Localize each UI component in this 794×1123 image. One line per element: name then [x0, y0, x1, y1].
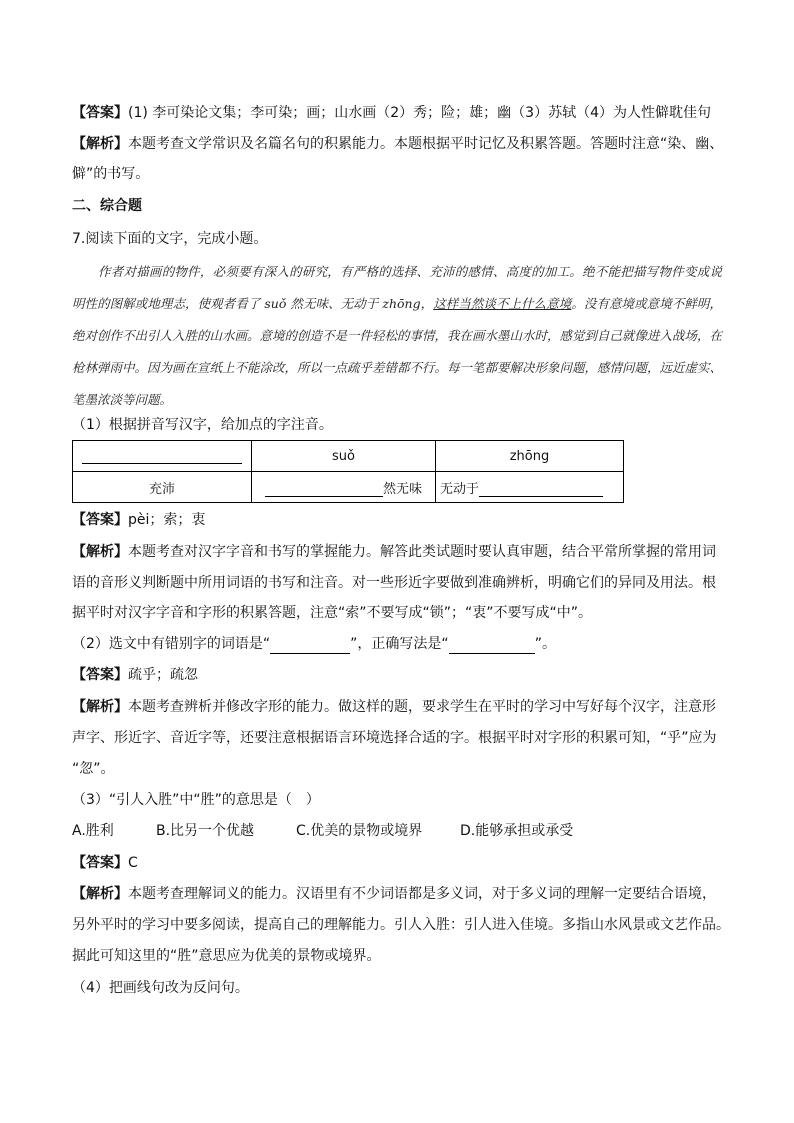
sub3-analysis-line3: 据此可知这里的“胜”意思应为优美的景物或境界。: [72, 948, 381, 964]
analysis-tag: 【解析】: [72, 544, 128, 560]
sub3-analysis-line1: [72, 884, 722, 904]
sub1-analysis-line2: 语的音形义判断题中所用词语的书写和注音。对一些形近字要做到准确辨析，明确它们的异同及用法。根: [72, 575, 716, 591]
answer-text: C: [128, 855, 138, 871]
cell-suffix: 然无味: [382, 481, 422, 497]
passage-text-before: 作者对描画的物件，必须要有深入的研究，有严格的选择、充沛的感情、高度的加工。绝不能把描写物件变成说明性的图解或地理志，使观者看了 suǒ 然无味、无动于 zhōng，: [72, 264, 722, 311]
q6-analysis-line2: 僻”的书写。: [72, 166, 150, 182]
sub2-analysis-line3: “忽”。: [72, 761, 115, 777]
sub3-options: [72, 821, 722, 841]
table-cell: [73, 441, 252, 472]
answer-text: 疏乎；疏忽: [128, 667, 198, 683]
passage-underlined-sentence: 这样当然谈不上什么意境: [433, 296, 572, 311]
answer-blank: [479, 482, 603, 497]
answer-blank: [270, 639, 350, 654]
table-cell: suǒ: [252, 441, 436, 472]
analysis-tag: 【解析】: [72, 886, 128, 902]
answer-tag: 【答案】: [72, 667, 128, 683]
sub1-analysis-line3: 据平时对汉字字音和字形的积累答题，注意“索”不要写成“锁”；“衷”不要写成“中”。: [72, 605, 593, 621]
answer-tag: 【答案】: [72, 855, 128, 871]
sub2-analysis-line2: 声字、形近字、音近字等，还要注意根据语言环境选择合适的字。根据平时对字形的积累可知，“乎”应为: [72, 730, 717, 746]
table-cell: [436, 472, 624, 503]
answer-text: pèi；索；衷: [128, 512, 206, 528]
pinyin-table: [72, 440, 624, 503]
sub3-answer: [72, 853, 722, 873]
passage-text-after: 。没有意境或意境不鲜明，绝对创作不出引人入胜的山水画。意境的创造不是一件轻松的事情，我在画水墨山水时，感觉到自己就像进入战场，在枪林弹雨中。因为画在宣纸上不能涂改，所以一点疏乎差错都不行。每一笔都要解决形象问题，感情问题，远近虚实、笔墨浓淡等问题。: [72, 296, 723, 407]
answer-blank: [265, 482, 383, 497]
sub2-prompt: [72, 634, 722, 654]
prompt-part: ”。: [534, 636, 556, 652]
option-c: C.优美的景物或境界: [296, 823, 423, 839]
q7-stem: 7.阅读下面的文字，完成小题。: [72, 231, 268, 247]
q6-analysis-line1: [72, 134, 722, 154]
reading-passage: [72, 256, 722, 416]
prompt-part: （2）选文中有错别字的词语是“: [72, 636, 271, 652]
answer-tag: 【答案】: [72, 512, 128, 528]
table-cell: 充沛: [73, 472, 252, 503]
analysis-tag: 【解析】: [72, 136, 128, 152]
analysis-text: 本题考查对汉字字音和书写的掌握能力。解答此类试题时要认真审题，结合平常所掌握的常用词: [128, 544, 716, 560]
answer-tag: 【答案】: [72, 105, 128, 121]
prompt-part: ”，正确写法是“: [350, 636, 449, 652]
sub2-answer: [72, 665, 722, 685]
table-cell: [252, 472, 436, 503]
sub1-prompt: （1）根据拼音写汉字，给加点的字注音。: [72, 417, 333, 433]
cell-prefix: 无动于: [440, 481, 480, 497]
table-row: [73, 441, 624, 472]
sub1-answer: [72, 510, 722, 530]
analysis-tag: 【解析】: [72, 699, 128, 715]
analysis-text: 本题考查文学常识及名篇名句的积累能力。本题根据平时记忆及积累答题。答题时注意“染、幽、: [128, 136, 724, 152]
q6-answer: [72, 103, 722, 123]
section-title: 二、综合题: [72, 198, 142, 214]
sub2-analysis-line1: [72, 697, 722, 717]
answer-text: (1) 李可染论文集；李可染；画；山水画（2）秀；险；雄；幽（3）苏轼（4）为人性僻耽佳句: [128, 105, 712, 121]
analysis-text: 本题考查辨析并修改字形的能力。做这样的题，要求学生在平时的学习中写好每个汉字，注意形: [128, 699, 716, 715]
option-b: B.比另一个优越: [156, 823, 255, 839]
answer-blank: [449, 639, 535, 654]
analysis-text: 本题考查理解词义的能力。汉语里有不少词语都是多义词，对于多义词的理解一定要结合语境，: [128, 886, 716, 902]
option-a: A.胜利: [72, 823, 114, 839]
sub4-prompt: （4）把画线句改为反问句。: [72, 980, 249, 996]
answer-blank: [82, 449, 242, 464]
sub1-analysis-line1: [72, 542, 722, 562]
sub3-analysis-line2: 另外平时的学习中要多阅读，提高自己的理解能力。引人入胜：引人进入佳境。多指山水风景或文艺作品。: [72, 917, 730, 933]
table-row: [73, 472, 624, 503]
table-cell: zhōng: [436, 441, 624, 472]
option-d: D.能够承担或承受: [460, 823, 574, 839]
sub3-prompt: （3）“引人入胜”中“胜”的意思是（ ）: [72, 792, 320, 808]
